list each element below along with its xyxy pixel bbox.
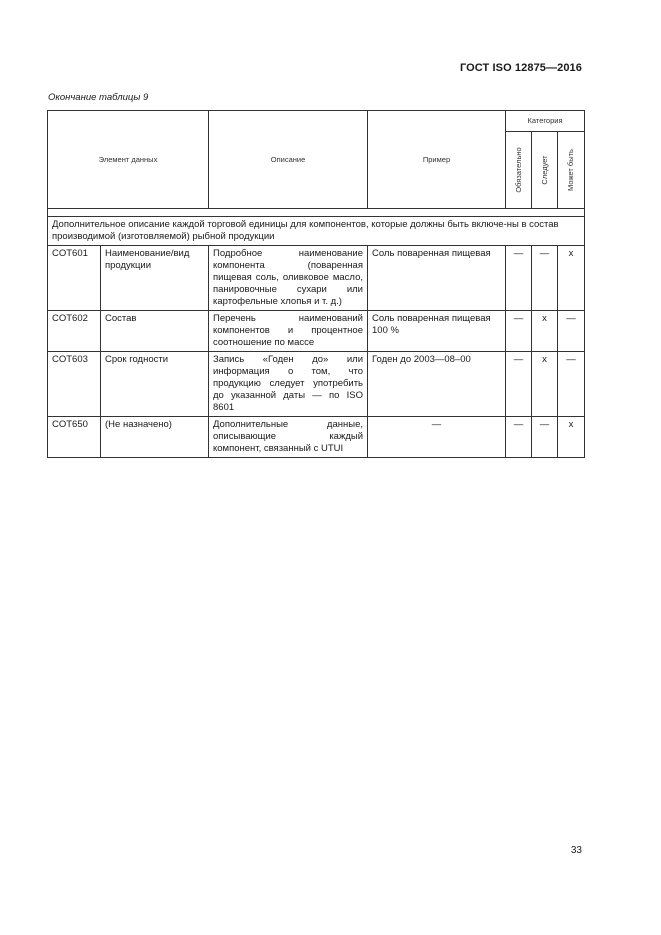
row-may: — [558,311,585,352]
row-mandatory: — [506,246,532,311]
row-code: COT603 [48,352,101,417]
header-element: Элемент данных [48,111,209,209]
row-name: Состав [101,311,209,352]
row-example: Соль поваренная пищевая 100 % [368,311,506,352]
row-may: x [558,246,585,311]
header-example: Пример [368,111,506,209]
row-name: (Не назначено) [101,417,209,458]
row-should: x [532,311,558,352]
row-mandatory: — [506,311,532,352]
row-name: Срок годности [101,352,209,417]
row-should: x [532,352,558,417]
header-should [532,132,558,209]
row-should: — [532,246,558,311]
header-category: Категория [506,111,585,132]
header-may [558,132,585,209]
row-code: COT602 [48,311,101,352]
row-may: x [558,417,585,458]
header-spacer [48,209,585,217]
row-mandatory: — [506,352,532,417]
row-description: Перечень наименований компонентов и процентное соотношение по массе [209,311,368,352]
row-may: — [558,352,585,417]
data-elements-table [47,110,585,458]
row-example: — [368,417,506,458]
table-caption: Окончание таблицы 9 [48,92,149,103]
header-may-label: Может быть [566,149,575,191]
row-example: Годен до 2003—08–00 [368,352,506,417]
standard-header: ГОСТ ISO 12875—2016 [459,62,582,74]
section-row [48,217,585,246]
row-description: Подробное наименование компонента (поваренная пищевая соль, оливковое масло, панировочные сухари или картофельные хлопья и т. д.) [209,246,368,311]
header-mandatory [506,132,532,209]
row-code: COT601 [48,246,101,311]
section-title: Дополнительное описание каждой торговой единицы для компонентов, которые должны быть включе-ны в состав производимой (изготовляемой) рыбной продукции [48,217,585,246]
row-mandatory: — [506,417,532,458]
row-description: Дополнительные данные, описывающие каждый компонент, связанный с UTUI [209,417,368,458]
row-name: Наименование/вид продукции [101,246,209,311]
table-row [48,246,585,311]
row-should: — [532,417,558,458]
page-number: 33 [570,845,582,856]
header-mandatory-label: Обязательно [513,147,523,193]
table-row [48,417,585,458]
header-should-label: Следует [539,155,549,185]
header-description: Описание [209,111,368,209]
table-row [48,311,585,352]
row-description: Запись «Годен до» или информация о том, что продукцию следует употребить до указанной даты — по ISO 8601 [209,352,368,417]
table-row [48,352,585,417]
row-code: COT650 [48,417,101,458]
row-example: Соль поваренная пищевая [368,246,506,311]
